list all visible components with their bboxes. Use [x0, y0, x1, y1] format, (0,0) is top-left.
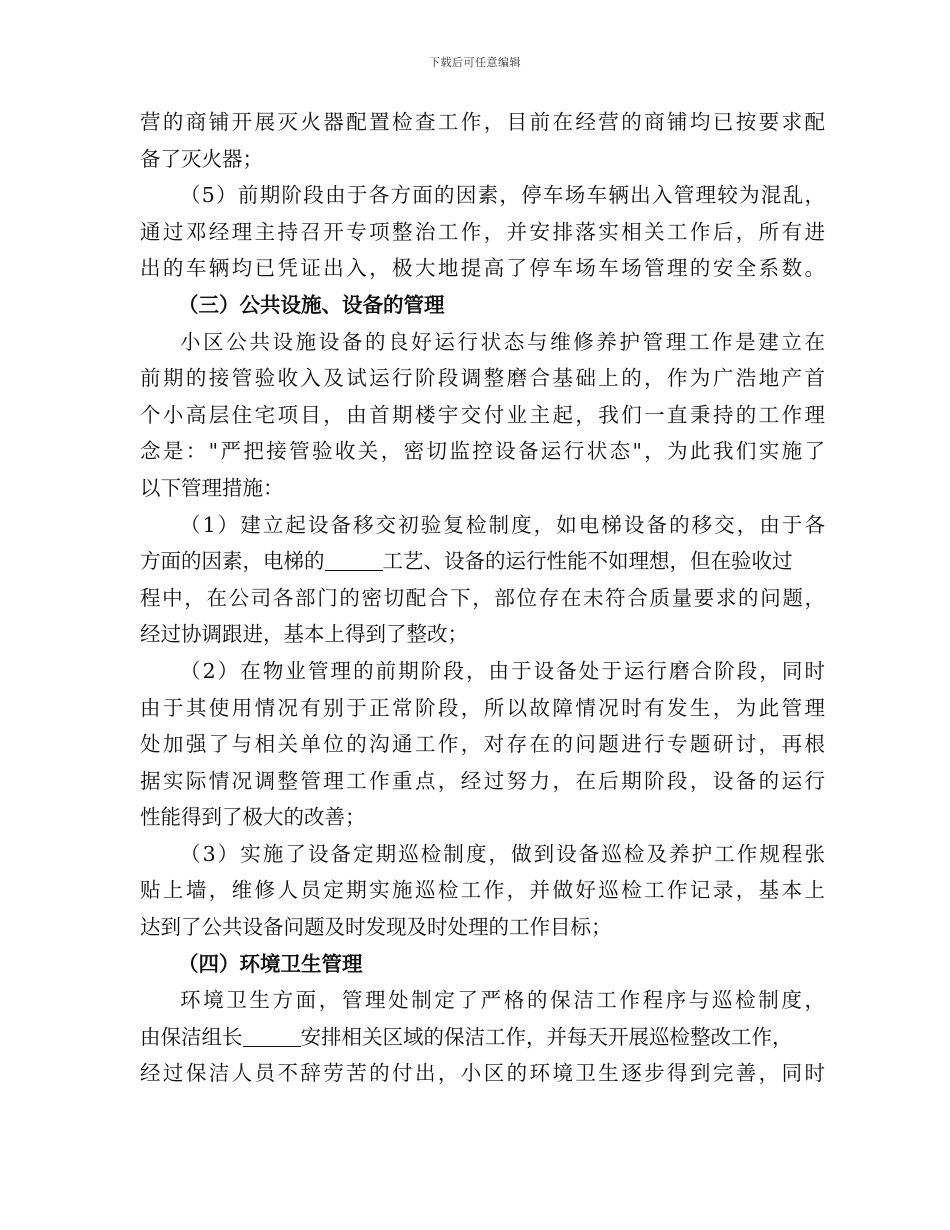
text-line: 出的车辆均已凭证出入，极大地提高了停车场车场管理的安全系数。	[140, 256, 825, 281]
text-line: 性能得到了极大的改善；	[140, 805, 366, 830]
text-segment: 方面的因素，电梯的	[140, 549, 325, 574]
text-segment: 安排相关区域的保洁工作，并每天开展巡检整改工作，	[300, 1024, 793, 1049]
fill-in-blank	[325, 548, 383, 571]
text-line: （3）实施了设备定期巡检制度，做到设备巡检及养护工作规程张	[180, 841, 825, 866]
text-segment: 由保洁组长	[140, 1024, 243, 1049]
text-line: 环境卫生方面，管理处制定了严格的保洁工作程序与巡检制度，	[180, 988, 825, 1013]
text-line: 由于其使用情况有别于正常阶段，所以故障情况时有发生，为此管理	[140, 695, 825, 720]
text-line: 据实际情况调整管理工作重点，经过努力，在后期阶段，设备的运行	[140, 768, 825, 793]
text-line: 通过邓经理主持召开专项整治工作，并安排落实相关工作后，所有进	[140, 219, 825, 244]
text-segment: 工艺、设备的运行性能不如理想，但在验收过	[382, 549, 793, 574]
text-line: 个小高层住宅项目，由首期楼宇交付业主起，我们一直秉持的工作理	[140, 402, 825, 427]
text-line: 念是："严把接管验收关，密切监控设备运行状态"，为此我们实施了	[140, 439, 825, 464]
section-heading: （三）公共设施、设备的管理	[178, 292, 445, 317]
text-line: 处加强了与相关单位的沟通工作，对存在的问题进行专题研讨，再根	[140, 732, 825, 757]
text-line: 经过保洁人员不辞劳苦的付出，小区的环境卫生逐步得到完善，同时	[140, 1061, 825, 1086]
text-line: 贴上墙，维修人员定期实施巡检工作，并做好巡检工作记录，基本上	[140, 878, 825, 903]
page-header: 下载后可任意编辑	[429, 56, 521, 69]
text-line: 备了灭火器；	[140, 146, 263, 171]
text-line	[140, 1019, 825, 1056]
text-line: 营的商铺开展灭火器配置检查工作，目前在经营的商铺均已按要求配	[140, 110, 825, 134]
text-line: （1）建立起设备移交初验复检制度，如电梯设备的移交，由于各	[180, 512, 825, 537]
section-heading: （四）环境卫生管理	[178, 951, 363, 976]
text-line: 小区公共设施设备的良好运行状态与维修养护管理工作是建立在	[180, 329, 825, 354]
text-line: （5）前期阶段由于各方面的因素，停车场车辆出入管理较为混乱，	[180, 183, 825, 208]
text-line: 达到了公共设备问题及时发现及时处理的工作目标；	[140, 915, 612, 940]
text-line: 程中，在公司各部门的密切配合下，部位存在未符合质量要求的问题，	[140, 585, 825, 610]
text-line	[140, 543, 825, 580]
text-line: 前期的接管验收入及试运行阶段调整磨合基础上的，作为广浩地产首	[140, 366, 825, 391]
fill-in-blank	[243, 1024, 301, 1047]
text-line: 以下管理措施：	[140, 475, 284, 500]
text-line: 经过协调跟进，基本上得到了整改；	[140, 622, 468, 647]
text-line: （2）在物业管理的前期阶段，由于设备处于运行磨合阶段，同时	[180, 658, 825, 683]
document-body	[140, 104, 825, 1092]
